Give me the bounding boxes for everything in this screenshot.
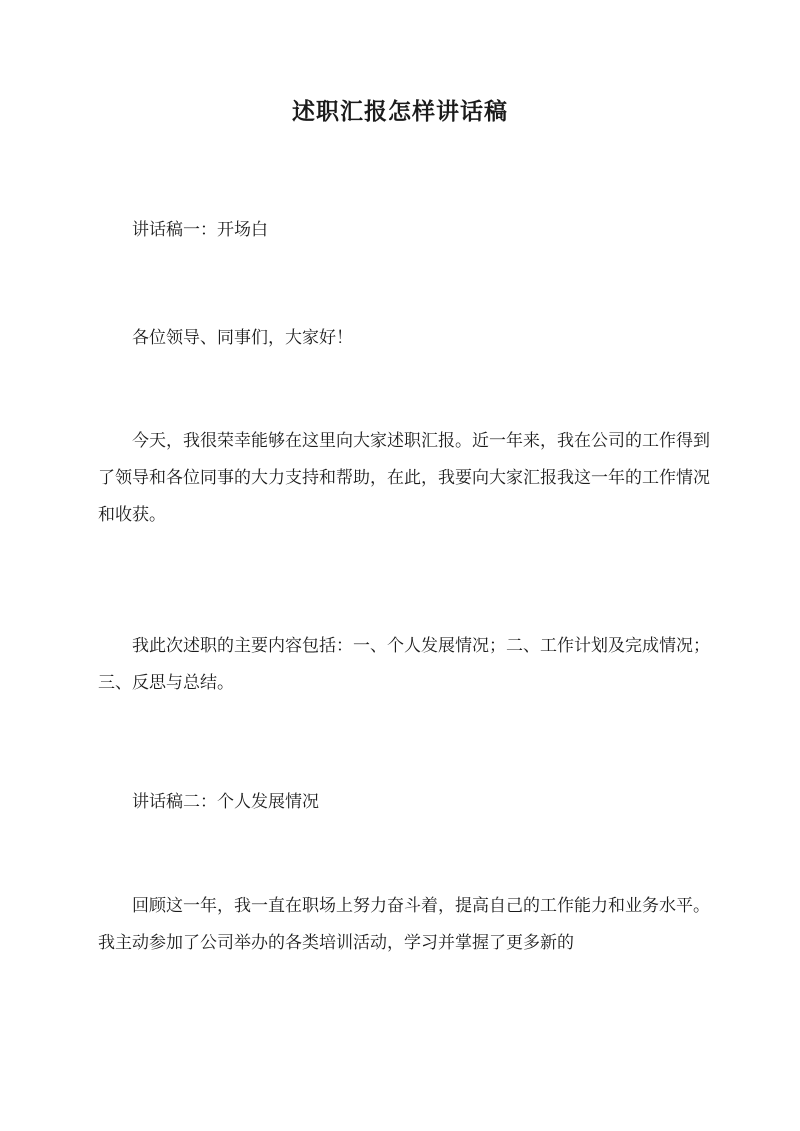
section-heading-opening: 讲话稿一：开场白 — [132, 220, 268, 240]
greeting-paragraph: 各位领导、同事们，大家好！ — [132, 328, 353, 348]
content-outline-paragraph: 我此次述职的主要内容包括：一、个人发展情况；二、工作计划及完成情况；三、反思与总结。 — [98, 636, 710, 693]
personal-development-paragraph: 回顾这一年，我一直在职场上努力奋斗着，提高自己的工作能力和业务水平。我主动参加了公司举办的各类培训活动，学习并掌握了更多新的 — [98, 896, 710, 953]
section-heading-personal-development: 讲话稿二：个人发展情况 — [132, 792, 319, 812]
intro-paragraph: 今天，我很荣幸能够在这里向大家述职汇报。近一年来，我在公司的工作得到了领导和各位同事的大力支持和帮助，在此，我要向大家汇报我这一年的工作情况和收获。 — [98, 431, 710, 525]
document-title: 述职汇报怎样讲话稿 — [292, 98, 508, 125]
